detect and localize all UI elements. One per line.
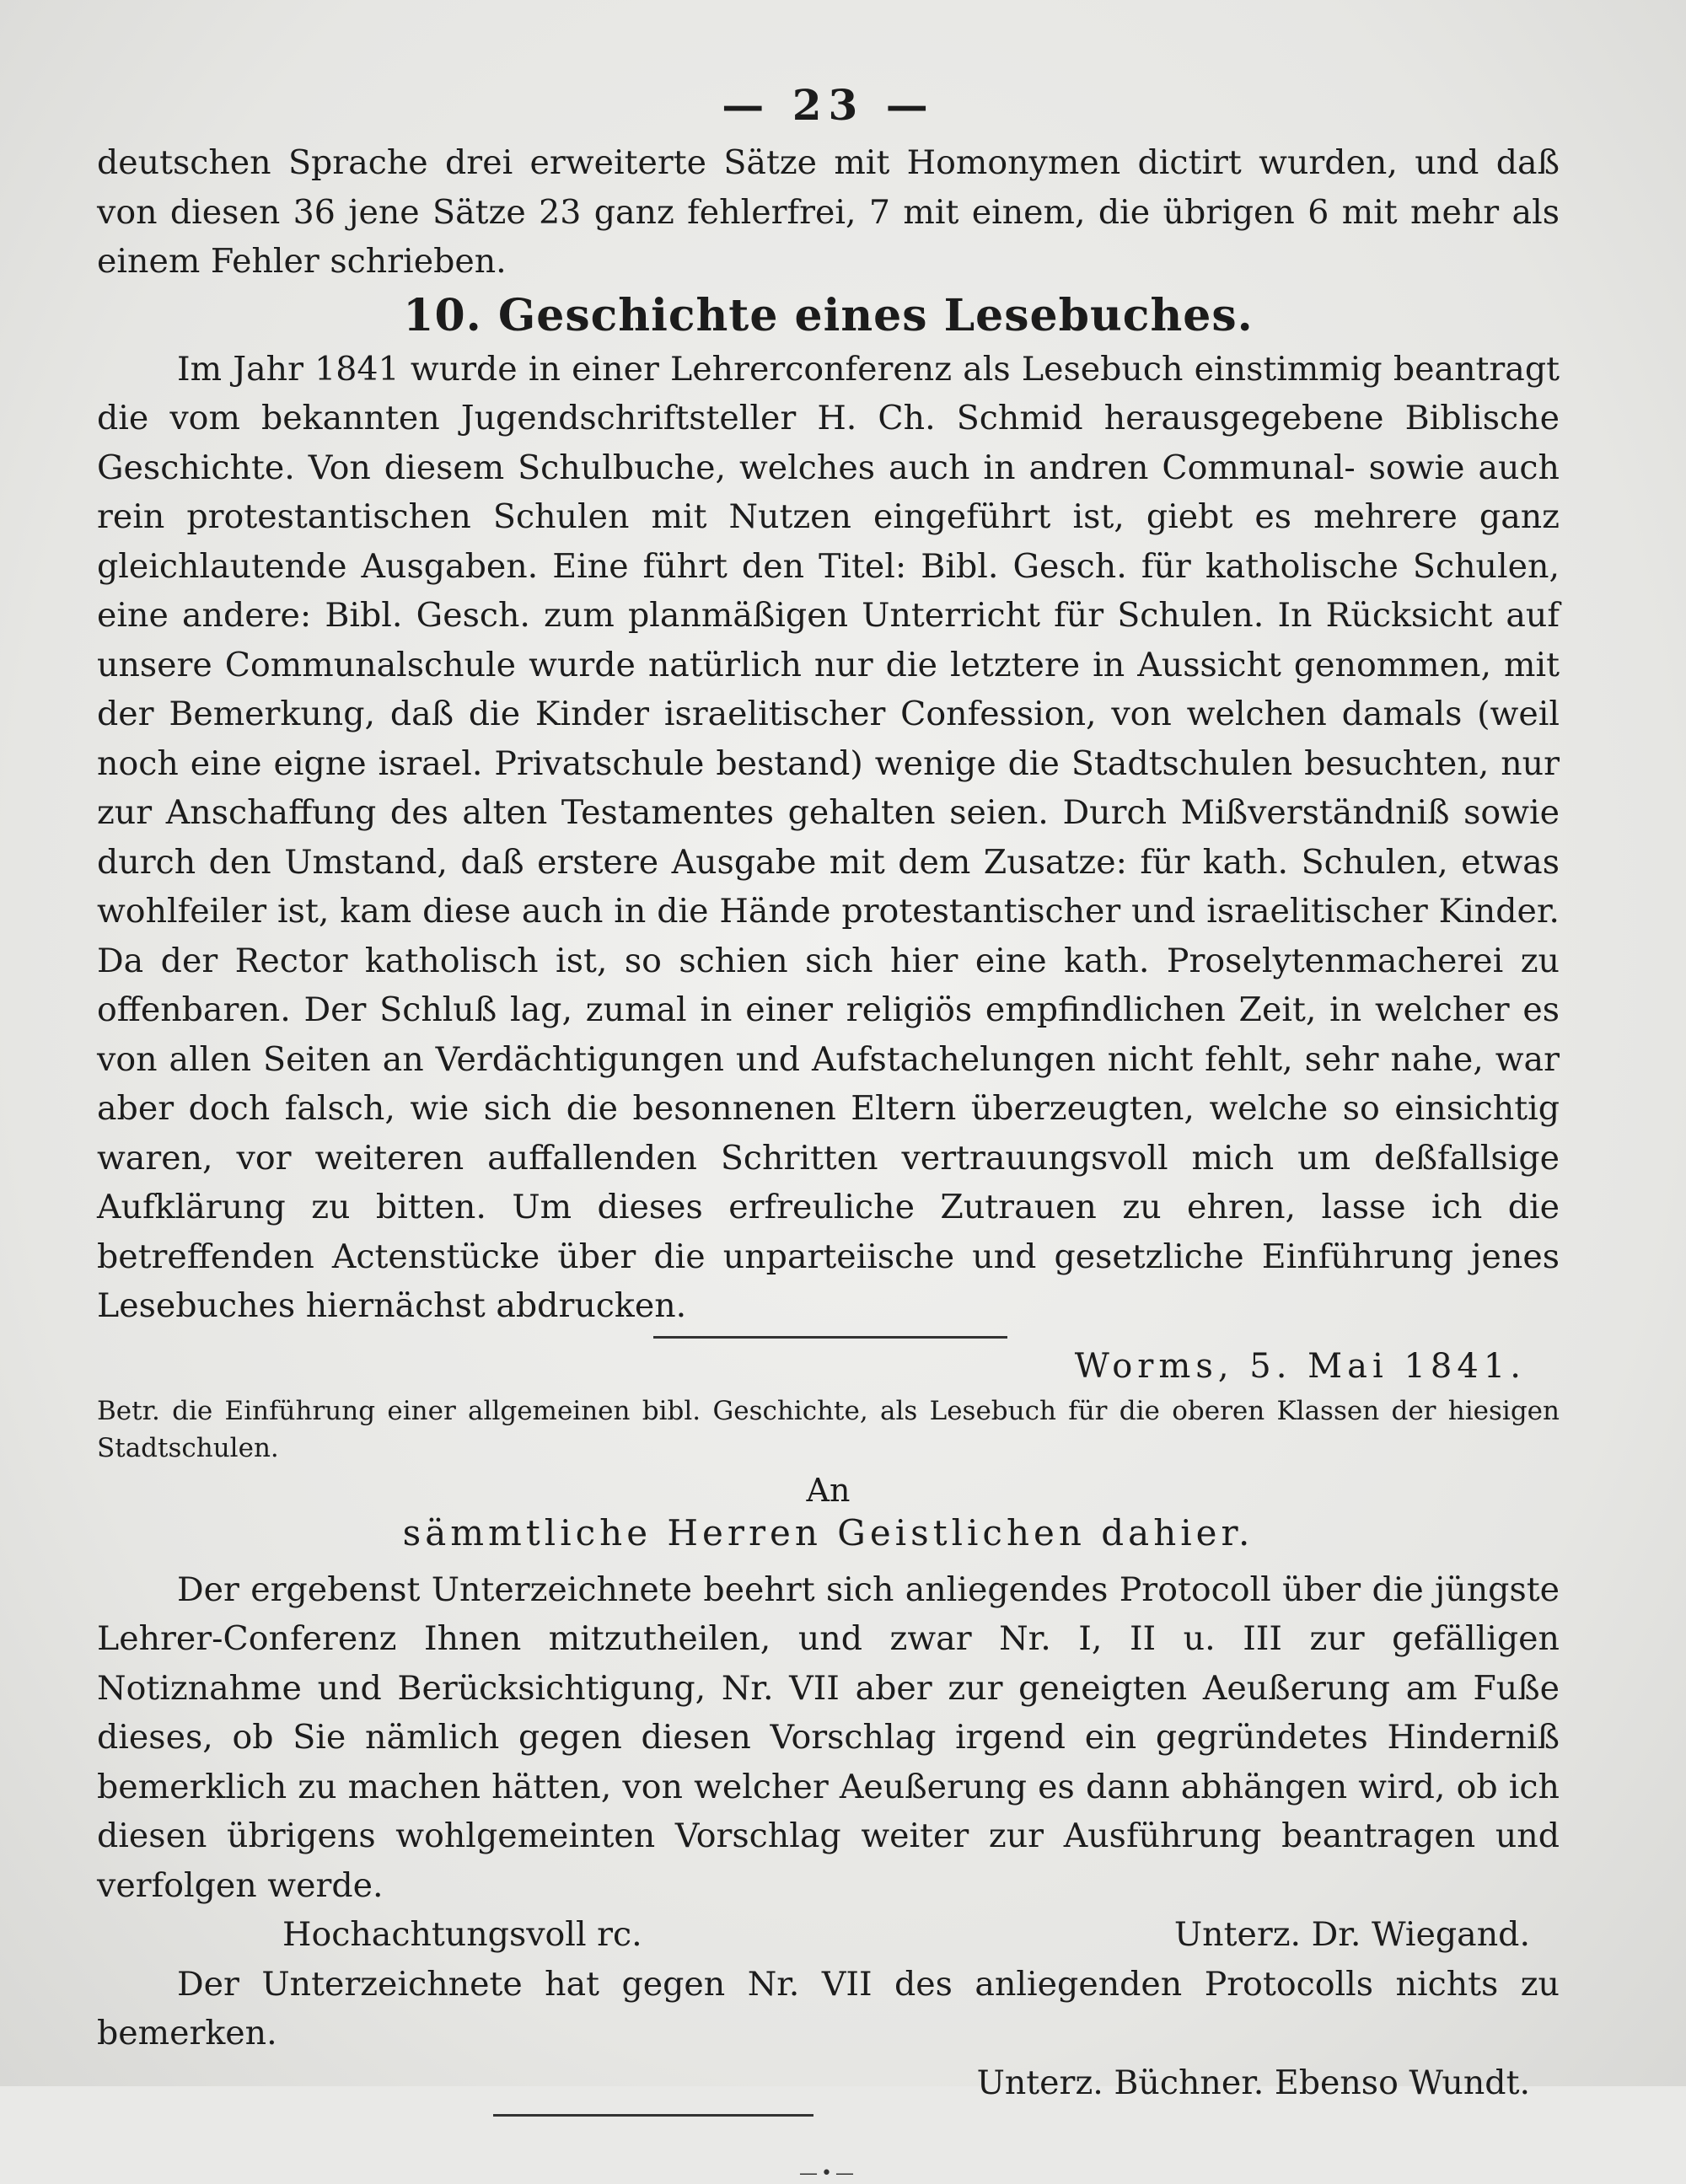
main-paragraph: Im Jahr 1841 wurde in einer Lehrerconferenz als Lesebuch einstimmig beantragt die vom bekannten Jugendschriftsteller H. Ch. Schmid herausgegebene Biblische Geschichte. Von diesem Schulbuche, welches auch in andren Communal- sowie auch rein protestantischen Schulen mit Nutzen eingeführt ist, giebt es mehrere ganz gleichlautende Ausgaben. Eine führt den Titel: Bibl. Gesch. für katholische Schulen, eine andere: Bibl. Gesch. zum planmäßigen Unterricht für Schulen. In Rücksicht auf unsere Communalschule wurde natürlich nur die letztere in Aussicht genommen, mit der Bemerkung, daß die Kinder israelitischer Confession, von welchen damals (weil noch eine eigne israel. Privatschule bestand) wenige die Stadtschulen besuchten, nur zur Anschaffung des alten Testamentes gehalten seien. Durch Mißverständniß sowie durch den Umstand, daß erstere Ausgabe mit dem Zusatze: für kath. Schulen, etwas wohlfeiler ist, kam diese auch in die Hände protestantischer und israelitischer Kinder. Da der Rector katholisch ist, so schien sich hier eine kath. Proselytenmacherei zu offenbaren. Der Schluß lag, zumal in einer religiös empfindlichen Zeit, in welcher es von allen Seiten an Verdächtigungen und Aufstachelungen nicht fehlt, sehr nahe, war aber doch falsch, wie sich die besonnenen Eltern überzeugten, welche so einsichtig waren, vor weiteren auffallenden Schritten vertrauungsvoll mich um deßfallsige Aufklärung zu bitten. Um dieses erfreuliche Zutrauen zu ehren, lasse ich die betreffenden Actenstücke über die unparteiische und gesetzliche Einführung jenes Lesebuches hiernächst abdrucken. (97, 349, 1560, 1325)
signature-wiegand: Unterz. Dr. Wiegand. (1173, 1915, 1530, 1954)
bottom-rule (493, 2114, 813, 2117)
section-title: 10. Geschichte eines Lesebuches. (403, 289, 1254, 341)
reply-paragraph: Der Unterzeichnete hat gegen Nr. VII des anliegenden Protocolls nichts zu bemerken. (97, 1964, 1560, 2053)
betr-text: Betr. die Einführung einer allgemeinen bibl. Geschichte, als Lesebuch für die oberen Klassen der hiesigen Stadtschulen. (97, 1395, 1560, 1463)
signature-buechner-wundt: Unterz. Büchner. Ebenso Wundt. (976, 2063, 1530, 2102)
an-label: An (806, 1471, 851, 1509)
closing: Hochachtungsvoll rc. (282, 1915, 642, 1954)
dateline: Worms, 5. Mai 1841. (1074, 1346, 1526, 1386)
addressee: sämmtliche Herren Geistlichen dahier. (402, 1511, 1254, 1553)
signature-row (97, 2058, 1560, 2108)
separator-rule (653, 1336, 1007, 1339)
closing-row (97, 1910, 1560, 1960)
letter-paragraph: Der ergebenst Unterzeichnete beehrt sich anliegendes Protocoll über die jüngste Lehrer-Conferenz Ihnen mitzutheilen, und zwar Nr. I, II u. III zur gefälligen Notiznahme und Berücksichtigung, Nr. VII aber zur geneigten Aeußerung am Fuße dieses, ob Sie nämlich gegen diesen Vorschlag irgend ein gegründetes Hinderniß bemerklich zu machen hätten, von welcher Aeußerung es dann abhängen wird, ob ich diesen übrigens wohlgemeinten Vorschlag weiter zur Ausführung beantragen und verfolgen werde. (97, 1570, 1560, 1905)
ornament: —•— (799, 2163, 857, 2184)
page-number: — 23 — (722, 80, 935, 130)
opening-lines: deutschen Sprache drei erweiterte Sätze mit Homonymen dictirt wurden, und daß von diesen 36 jene Sätze 23 ganz fehlerfrei, 7 mit einem, die übrigen 6 mit mehr als einem Fehler schrieben. (97, 143, 1560, 281)
